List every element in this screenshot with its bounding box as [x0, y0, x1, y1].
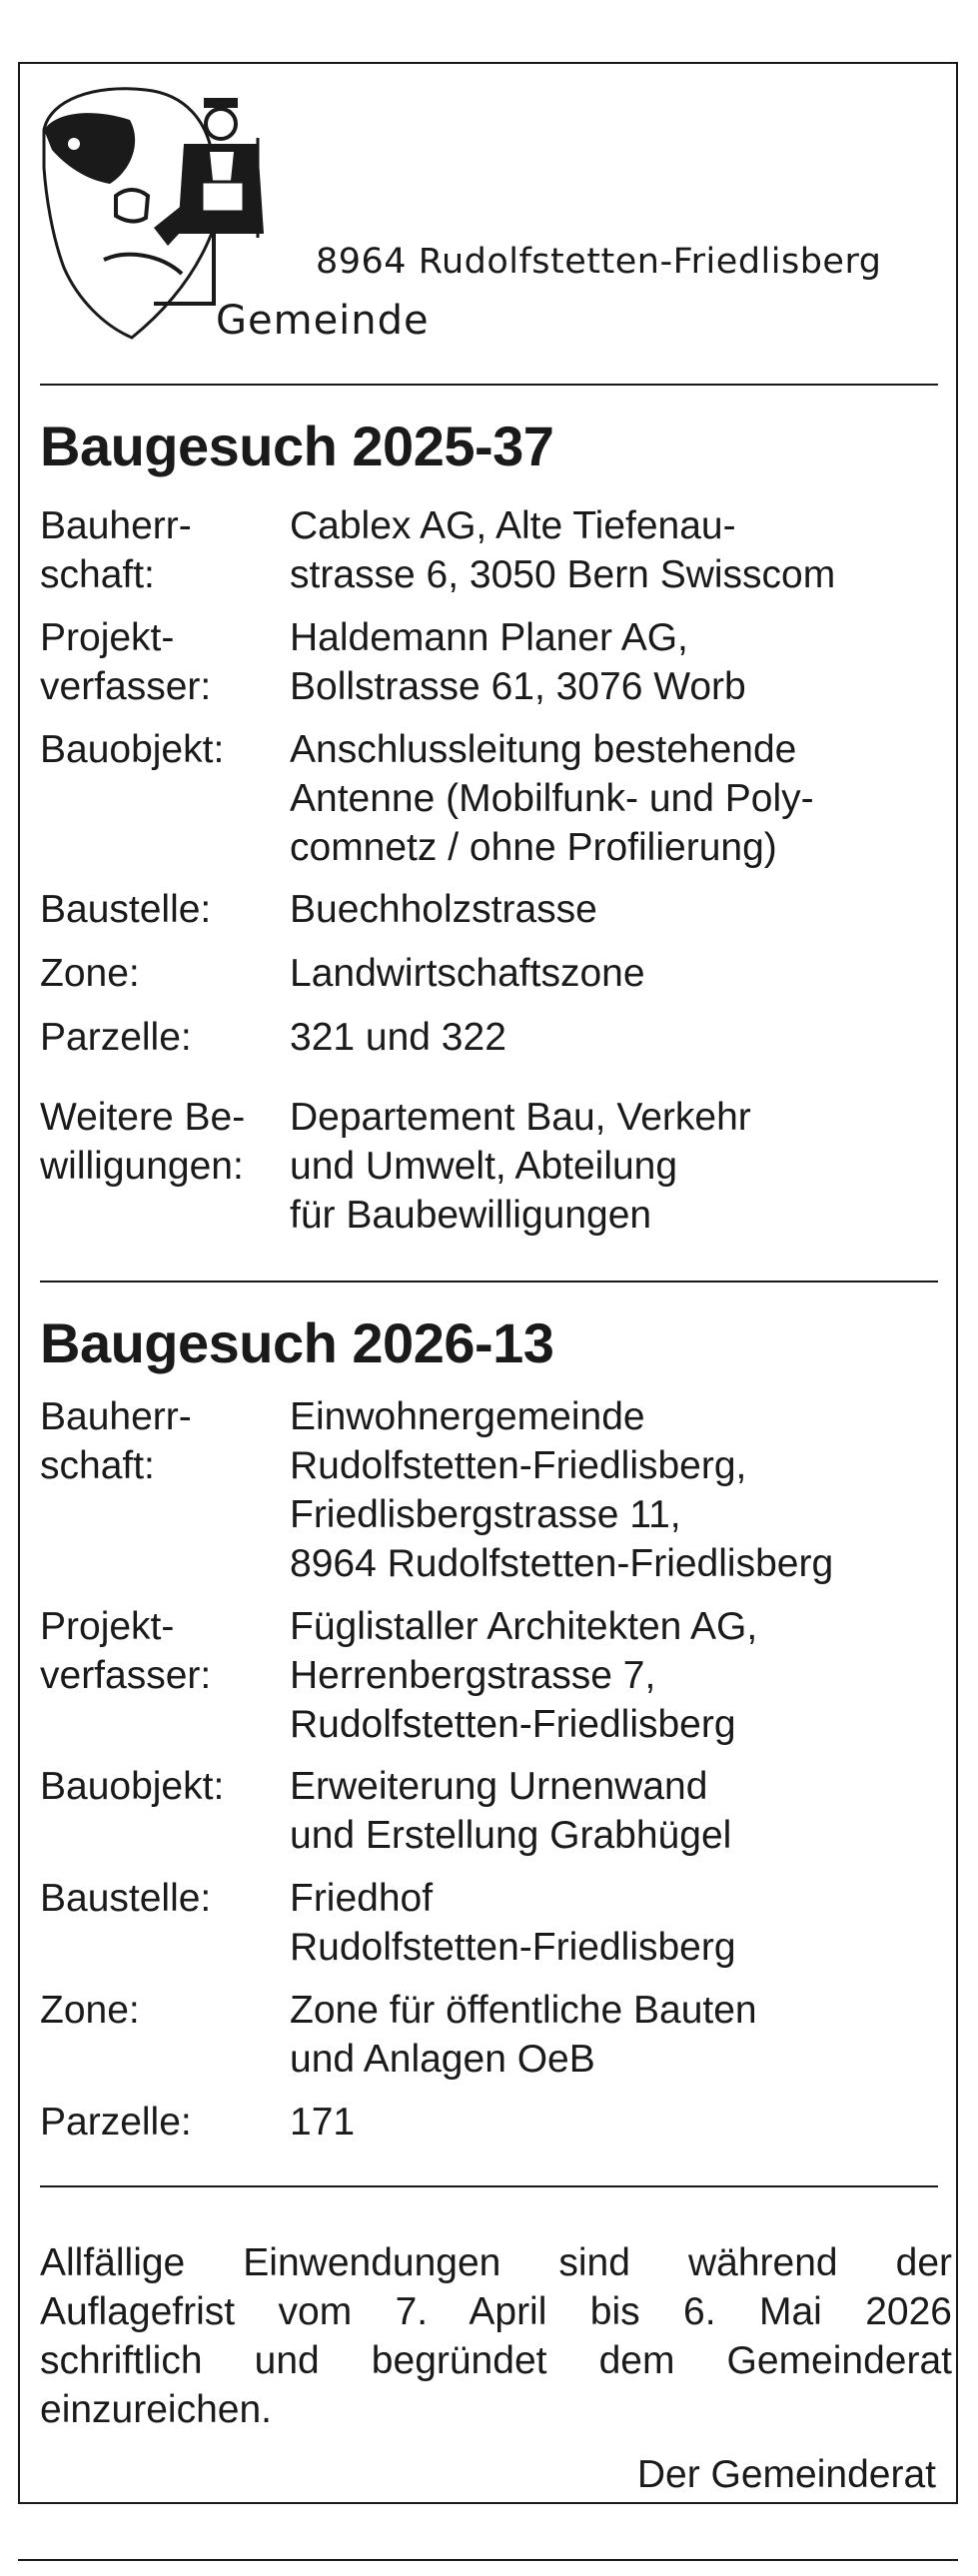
field-value: Haldemann Planer AG, Bollstrasse 61, 3076 Worb — [290, 616, 746, 708]
field-value: 321 und 322 — [290, 1016, 506, 1059]
field-label: Baustelle: — [40, 888, 212, 931]
field-value: Departement Bau, Verkehr und Umwelt, Abteilung für Baubewilligungen — [290, 1096, 751, 1237]
field-label: Parzelle: — [40, 2101, 192, 2144]
field-value: Friedhof Rudolfstetten-Friedlisberg — [290, 1877, 736, 1969]
field-value: Füglistaller Architekten AG, Herrenbergstrasse 7, Rudolfstetten-Friedlisberg — [290, 1605, 758, 1746]
field-label: Bauobjekt: — [40, 728, 225, 771]
field-label: Parzelle: — [40, 1016, 192, 1059]
field-label: Zone: — [40, 1989, 140, 2032]
field-value: 171 — [290, 2101, 356, 2144]
field-value: Landwirtschaftszone — [290, 952, 645, 995]
field-label: Baustelle: — [40, 1877, 212, 1920]
field-value: Einwohnergemeinde Rudolfstetten-Friedlisberg, Friedlisbergstrasse 11, 8964 Rudolfstetten-Friedlisberg — [290, 1395, 834, 1585]
field-label: Bauobjekt: — [40, 1765, 225, 1808]
field-value: Zone für öffentliche Bauten und Anlagen OeB — [290, 1989, 757, 2081]
signature: Der Gemeinderat — [636, 2453, 936, 2496]
application-title: Baugesuch 2025-37 — [40, 415, 554, 477]
field-value: Anschlussleitung bestehende Antenne (Mobilfunk- und Poly- comnetz / ohne Profilierung) — [290, 728, 814, 869]
objection-notice: Allfällige Einwendungen sind während der Auflagefrist vom 7. April bis 6. Mai 2026 schriftlich und begründet dem Gemeinderat einzureichen. — [40, 2241, 952, 2431]
field-value: Buechholzstrasse — [290, 888, 597, 931]
bottom-divider — [18, 2559, 958, 2561]
divider — [40, 1281, 938, 1283]
divider — [40, 384, 938, 386]
field-value: Erweiterung Urnenwand und Erstellung Grabhügel — [290, 1765, 732, 1857]
field-value: Cablex AG, Alte Tiefenau- strasse 6, 3050 Bern Swisscom — [290, 504, 836, 596]
application-title: Baugesuch 2026-13 — [40, 1311, 554, 1374]
field-label: Bauherr- schaft: — [40, 1395, 192, 1487]
place-name: 8964 Rudolfstetten-Friedlisberg — [316, 242, 882, 282]
field-label: Projekt- verfasser: — [40, 616, 212, 708]
field-label: Weitere Be- willigungen: — [40, 1096, 246, 1188]
field-label: Bauherr- schaft: — [40, 504, 192, 596]
municipality-label: Gemeinde — [216, 298, 430, 344]
notice-frame — [18, 62, 958, 2504]
field-label: Projekt- verfasser: — [40, 1605, 212, 1697]
field-label: Zone: — [40, 952, 140, 995]
divider — [40, 2185, 938, 2187]
